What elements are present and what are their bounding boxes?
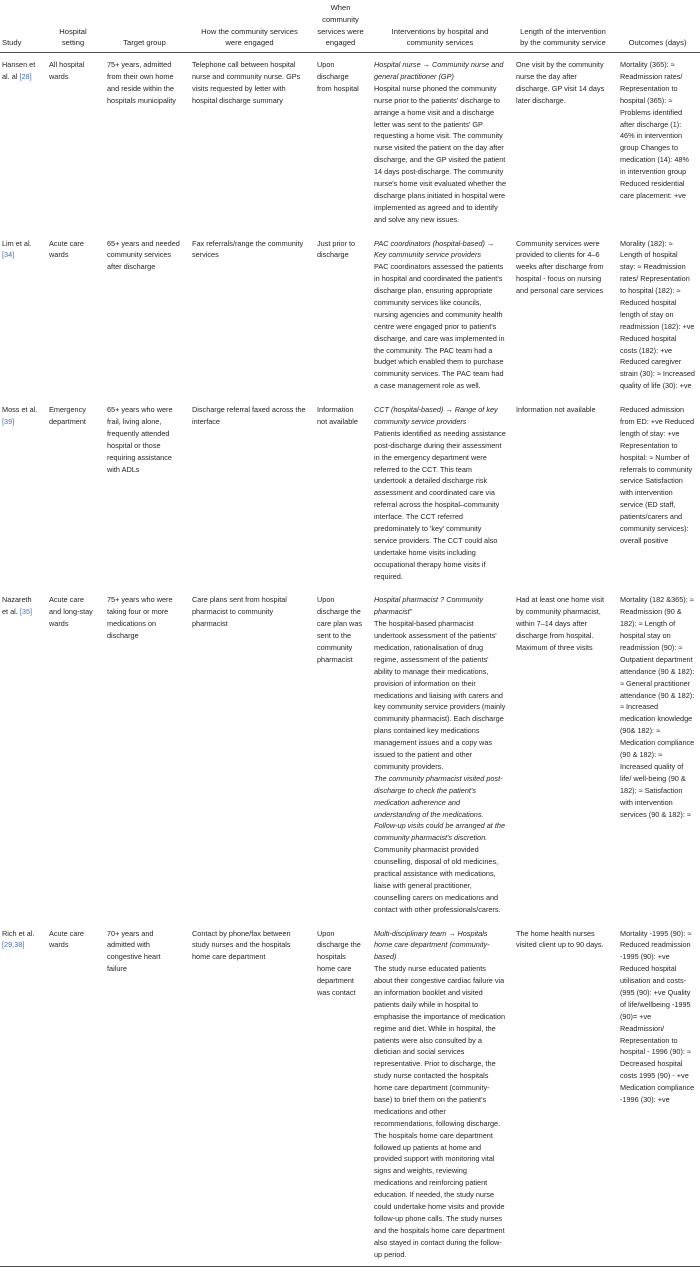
cell-length: Had at least one home visit by community pharmacist, within 7–14 days after discharge from hospital. Maximum of three visits	[516, 595, 605, 653]
column-header-study: Study	[0, 0, 44, 53]
intervention-body: The hospital-based pharmacist undertook assessment of the patients' medication, rationalisation of drug regime, assessment of the patients' ability to manage their medications, provision of information on their medications and liaising with carers and key community service providers (mainly community pharmacist). Each discharge plans contained key medications management issues and a copy was issued to the patient and other community providers.	[374, 619, 506, 771]
cell-outcomes: Reduced admission from ED: +ve Reduced length of stay: +ve Representation to hospital: ≈ Number of referrals to community service Satisfaction with intervention service (ED staff, patients/carers and community services): overall positive	[620, 405, 695, 545]
intervention-title: CCT (hospital-based) → Range of key community service providers	[374, 405, 498, 426]
cell-outcomes: Morality (182): ≈ Length of hospital stay: ≈ Readmission rates/ Representation to hospital (182): ≈ Reduced hospital length of stay on readmission (182): +ve Reduced hospital costs (182): +ve Reduced caregiver strain (30): ≈ Increased quality of life (30): +ve	[620, 238, 695, 391]
study-name: Moss et al.	[2, 405, 38, 415]
cell-target-group: 75+ years, admitted from their own home and reside within the hospitals municipality	[107, 60, 176, 105]
intervention-body: Hospital nurse phoned the community nurse prior to the patients' discharge to arrange a home visit and a discharge letter was sent to the patients' GP requesting a home visit. The community nurse visited the patient on the day after discharge, and the GP visited the patient 14 days post-discharge. The community nurse's home visit evaluated whether the discharge plans initiated in hospital were implemented as agreed and to identify and solve any new issues.	[374, 83, 506, 224]
cell-when-engaged: Information not available	[317, 405, 358, 426]
cell-length: One visit by the community nurse the day after discharge. GP visit 14 days later discharge.	[516, 60, 605, 105]
cell-study	[0, 232, 44, 399]
study-reference-link[interactable]: [34]	[2, 250, 15, 260]
cell-hospital-setting: Acute care wards	[49, 238, 84, 260]
cell-hospital-setting: Emergency department	[49, 405, 86, 426]
cell-length: Community services were provided to clients for 4–6 weeks after discharge from hospital - focus on nursing and personal care services	[516, 238, 604, 296]
cell-when-engaged: Upon discharge from hospital	[317, 60, 359, 93]
column-header-how-engaged: How the community services were engaged	[187, 0, 312, 53]
cell-target-group: 70+ years and admitted with congestive heart failure	[102, 922, 187, 1267]
cell-when-engaged: Upon discharge the care plan was sent to the community pharmacist	[317, 595, 363, 664]
intervention-body: The study nurse educated patients about their congestive cardiac failure via an information booklet and visited patients daily while in hospital to emphasise the importance of medication regime and diet. While in hospital, the patients were also consulted by a dietician and social services representative. Prior to discharge, the study nurse contacted the hospitals home care department (community-base) to brief them on the patient's medications and other recommendations, following discharge. The hospitals home care department followed up patients at home and provided support with monitoring vital signs and weights, reviewing medications and reinforcing patient education. If needed, the study nurse could undertake home visits and provide follow-up phone calls. The study nurses and the hospitals home care department also stayed in contact during the follow-up period.	[374, 964, 506, 1259]
cell-how-engaged: Contact by phone/fax between study nurses and the hospitals home care department	[187, 922, 312, 1267]
cell-outcomes: Mortality (182 &365): ≈ Readmission (90 & 182): ≈ Length of hospital stay on readmission (90): ≈ Outpatient department attendance (90 & 182): ≈ General practitioner attendance (90 & 182): ≈ Increased medication knowledge (90& 182): ≈ Medication compliance (90 & 182): ≈ Increased quality of life/ well-being (90 & 182): ≈ Satisfaction with intervention services (90 & 182): ≈	[620, 595, 695, 819]
column-header-length: Length of the intervention by the community service	[511, 0, 615, 53]
study-reference-link[interactable]: [28]	[19, 71, 32, 81]
cell-interventions	[369, 398, 511, 588]
cell-when-engaged: Just prior to discharge	[317, 238, 356, 260]
column-header-interventions: Interventions by hospital and community services	[369, 0, 511, 53]
cell-outcomes: Mortality -1995 (90): ≈ Reduced readmission -1995 (90): +ve Reduced hospital utilisation and costs-(995 (90): +ve Quality of life/wellbeing -1995 (90)= +ve Readmission/ Representation to hospital - 1996 (90): ≈ Decreased hospital costs 1995 (90) - +ve Medication compliance -1996 (30): +ve	[615, 922, 700, 1267]
intervention-title: PAC coordinators (hospital-based) → Key community service providers	[374, 238, 495, 260]
cell-outcomes: Mortality (365): ≈ Readmission rates/ Representation to hospital (365): ≈ Problems identified after discharge (1): 46% in intervention group Changes to medication (14): 48% in intervention group Reduced residential care placement: +ve	[620, 60, 689, 200]
table-body	[0, 53, 700, 1267]
intervention-title: Hospital pharmacist ? Community pharmacist”	[374, 595, 484, 617]
intervention-title-secondary: The community pharmacist visited post-discharge to check the patient's medication adherence and understanding of the medications. Follow-up visits could be arranged at the community pharmacist's discretion.	[374, 773, 506, 843]
cell-hospital-setting: Acute care and long-stay wards	[49, 595, 93, 629]
cell-interventions	[369, 53, 511, 232]
cell-study	[0, 922, 44, 1267]
intervention-title: Hospital nurse → Community nurse and general practitioner (GP)	[374, 60, 504, 81]
study-name: Lim et al.	[2, 238, 32, 248]
cell-how-engaged: Care plans sent from hospital pharmacist to community pharmacist	[192, 595, 287, 629]
cell-hospital-setting: Acute care wards	[44, 922, 102, 1267]
cell-interventions	[369, 588, 511, 921]
cell-length: The home health nurses visited client up to 90 days.	[511, 922, 615, 1267]
study-name: Nazareth et al.	[2, 595, 32, 617]
cell-study	[0, 53, 44, 232]
cell-how-engaged: Discharge referral faxed across the interface	[192, 405, 306, 426]
intervention-body: Patients identified as needing assistance post-discharge during their assessment in the emergency department were referred to the CCT. This team undertook a detailed discharge risk assessment and coordinated care via referral across the hospital–community interface. The CCT referred predominately to 'key' community service providers. The CCT could also undertake home visits including occupational therapy home visits if required.	[374, 428, 506, 581]
table-row	[0, 398, 700, 588]
cell-interventions	[369, 232, 511, 399]
column-header-target-group: Target group	[102, 0, 187, 53]
column-header-outcomes: Outcomes (days)	[615, 0, 700, 53]
table-row	[0, 232, 700, 399]
study-name: Rich et al.	[2, 928, 35, 938]
table-row	[0, 53, 700, 232]
cell-study	[0, 588, 44, 921]
cell-how-engaged: Telephone call between hospital nurse and community nurse. GPs visits requested by letter with hospital discharge summary	[192, 60, 301, 105]
column-header-hospital-setting: Hospital setting	[44, 0, 102, 53]
table-row	[0, 922, 700, 1267]
study-name: Hansen et al. al	[2, 60, 36, 81]
cell-when-engaged: Upon discharge the hospitals home care department was contact	[312, 922, 369, 1267]
cell-target-group: 65+ years and needed community services after discharge	[107, 238, 180, 272]
study-reference-link[interactable]: [39]	[2, 417, 15, 426]
cell-interventions	[369, 922, 511, 1267]
cell-hospital-setting: All hospital wards	[49, 60, 85, 81]
study-reference-link[interactable]: [35]	[19, 607, 33, 617]
cell-study	[0, 398, 44, 588]
intervention-title: Multi-disciplinary team → Hospitals home care department (community-based)	[374, 928, 490, 962]
table-header	[0, 0, 700, 53]
cell-target-group: 65+ years who were frail, living alone, frequently attended hospital or those requiring assistance with ADLs	[107, 405, 173, 474]
cell-length: Information not available	[516, 405, 596, 415]
cell-target-group: 75+ years who were taking four or more medications on discharge	[107, 595, 173, 641]
intervention-body: PAC coordinators assessed the patients in hospital and coordinated the patient's discharge plan, ensuring appropriate community services like councils, nursing agencies and community health centre were engaged prior to patient's discharge, and care was implemented in the community. The PAC team had a budget which enabled them to purchase community services. The PAC team had a case management role as well.	[374, 262, 505, 391]
intervention-body-secondary: Community pharmacist provided counselling, disposal of old medicines, practical assistance with medications, liaise with general practitioner, counselling carers on medications and contact with other professionals/carers.	[374, 845, 501, 914]
table-row	[0, 588, 700, 921]
cell-how-engaged: Fax referrals/range the community services	[192, 238, 304, 260]
study-reference-link[interactable]: [29,38]	[2, 940, 25, 950]
column-header-when-engaged: When community services were engaged	[312, 0, 369, 53]
